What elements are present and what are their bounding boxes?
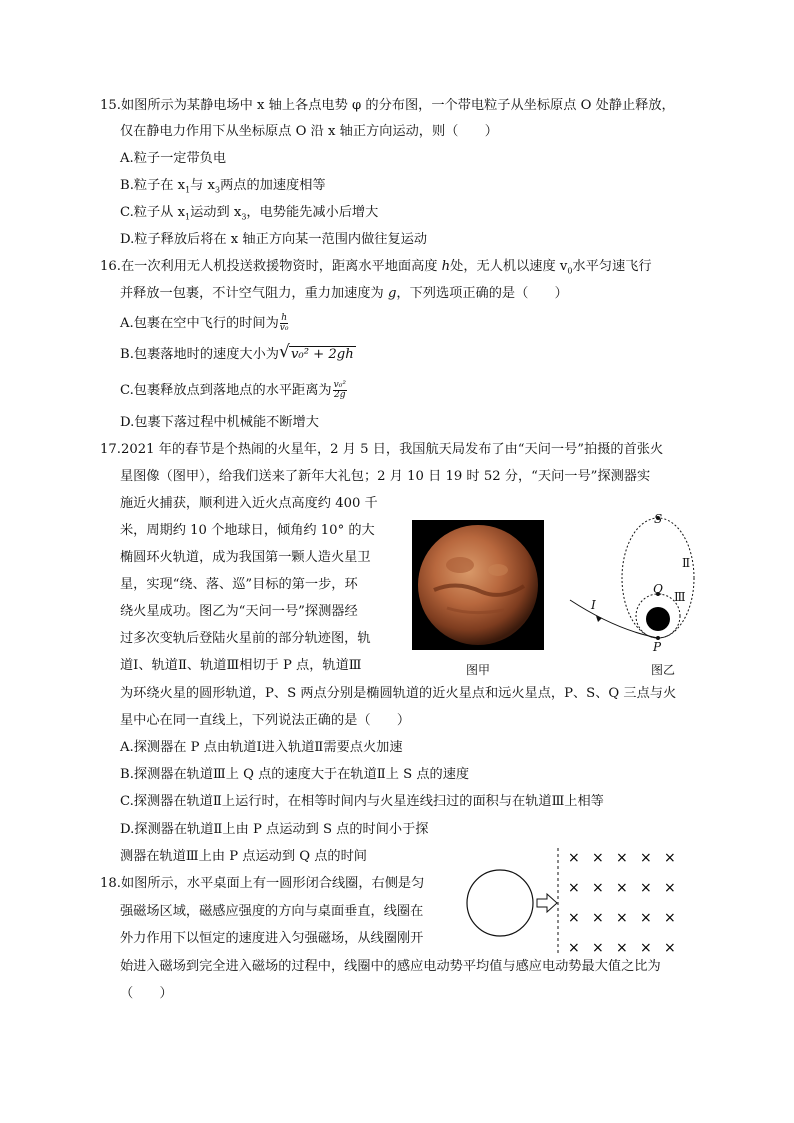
field-mark: × [568,880,580,896]
q17-stem-line1: 17.2021 年的春节是个热闹的火星年，2 月 5 日，我国航天局发布了由“天问一号”拍摄的首张火 [100,442,664,457]
field-mark: × [616,910,628,926]
field-mark: × [640,910,652,926]
label-orbit-ii: Ⅱ [682,556,691,570]
q16-option-d: D.包裹下落过程中机械能不断增大 [120,415,319,430]
q15-stem-line2: 仅在静电力作用下从坐标原点 O 沿 x 轴正方向运动，则（ ） [120,124,498,139]
fig-a-caption: 图甲 [466,663,491,677]
q15-option-a: A.粒子一定带负电 [120,151,227,166]
coil-field-diagram [465,846,695,958]
q17-stem-line4: 米，周期约 10 个地球日，倾角约 10° 的大 [120,523,375,538]
field-mark: × [592,910,604,926]
field-mark: × [568,910,580,926]
label-orbit-i: I [591,598,596,612]
q18-stem-line1: 18.如图所示，水平桌面上有一圆形闭合线圈，右侧是匀 [100,876,425,891]
square-root: √ v₀² + 2gh [278,342,354,362]
field-mark: × [568,940,580,956]
q18-stem-line2: 强磁场区域，磁感应强度的方向与桌面垂直，线圈在 [120,904,424,919]
field-mark: × [664,880,676,896]
q18-stem-line3: 外力作用下以恒定的速度进入匀强磁场，从线圈刚开 [120,931,424,946]
field-mark: × [664,940,676,956]
q17-stem-line2: 星图像（图甲），给我们送来了新年大礼包；2 月 10 日 19 时 52 分，“天问一号”探测器实 [120,469,651,484]
field-mark: × [616,880,628,896]
q17-stem-line3: 施近火捕获，顺利进入近火点高度约 400 千 [120,496,378,511]
label-p: P [653,640,662,654]
label-orbit-iii: Ⅲ [674,590,686,604]
q17-option-c: C.探测器在轨道Ⅱ上运行时，在相等时间内与火星连线扫过的面积与在轨道Ⅲ上相等 [120,794,604,809]
q16-option-a: A.包裹在空中飞行的时间为 $\frac{h}{\text{v₀}}$ [120,313,289,333]
q17-stem-line6: 星，实现“绕、落、巡”目标的第一步，环 [120,577,358,592]
q16-stem-line2: 并释放一包裹，不计空气阻力，重力加速度为 g，下列选项正确的是（ ） [120,286,568,301]
field-mark: × [616,850,628,866]
field-mark: × [592,940,604,956]
q17-option-d-line2: 测器在轨道Ⅲ上由 P 点运动到 Q 点的时间 [120,849,367,864]
q16-option-c: C.包裹释放点到落地点的水平距离为 $\frac{\text{v₀²}}{2g}$ [120,380,346,400]
fig-b-caption: 图乙 [651,663,676,677]
q15-option-c: C.粒子从 $x_1$运动到 $x_3$，电势能先减小后增大 [120,205,379,222]
q16-stem-line1: 16.在一次利用无人机投送救援物资时，距离水平地面高度 h处，无人机以速度 $v_0$水平匀速飞行 [100,259,652,276]
q15-option-d: D.粒子释放后将在 x 轴正方向某一范围内做往复运动 [120,232,428,247]
field-mark: × [616,940,628,956]
field-mark: × [640,940,652,956]
mars-photo [412,520,544,650]
field-mark: × [640,850,652,866]
orbit-diagram [566,512,696,662]
fraction: $\frac{\text{v₀²}}{2g}$ [333,380,346,400]
field-mark: × [664,850,676,866]
q15-option-b: B.粒子在 $x_1$与 $x_3$两点的加速度相等 [120,178,326,195]
q17-stem-line5: 椭圆环火轨道，成为我国第一颗人造火星卫 [120,550,371,565]
field-mark: × [592,880,604,896]
field-mark: × [640,880,652,896]
q18-stem-line4: 始进入磁场到完全进入磁场的过程中，线圈中的感应电动势平均值与感应电动势最大值之比为 [120,959,661,974]
q17-stem-line9: 道Ⅰ、轨道Ⅱ、轨道Ⅲ相切于 P 点，轨道Ⅲ [120,658,362,673]
q17-stem-line7: 绕火星成功。图乙为“天问一号”探测器经 [120,604,358,619]
field-mark: × [568,850,580,866]
q17-stem-line10: 为环绕火星的圆形轨道，P、S 两点分别是椭圆轨道的近火星点和远火星点，P、S、Q 三点与火 [120,686,677,701]
q17-option-b: B.探测器在轨道Ⅲ上 Q 点的速度大于在轨道Ⅱ上 S 点的速度 [120,767,470,782]
field-mark: × [664,910,676,926]
q16-option-b: B.包裹落地时的速度大小为 √ v₀² + 2gh [120,342,354,362]
q15-stem-line1: 15.如图所示为某静电场中 x 轴上各点电势 φ 的分布图，一个带电粒子从坐标原点 O 处静止释放， [100,98,675,113]
field-mark: × [592,850,604,866]
label-q: Q [653,582,663,596]
q17-stem-line11: 星中心在同一直线上，下列说法正确的是（ ） [120,713,411,728]
q18-stem-line5: （ ） [120,986,173,1001]
q17-stem-line8: 过多次变轨后登陆火星前的部分轨迹图，轨 [120,631,371,646]
q17-option-a: A.探测器在 P 点由轨道Ⅰ进入轨道Ⅱ需要点火加速 [120,740,403,755]
label-s: S [654,512,663,526]
fraction: $\frac{h}{\text{v₀}}$ [279,313,289,333]
q17-option-d-line1: D.探测器在轨道Ⅱ上由 P 点运动到 S 点的时间小于探 [120,822,429,837]
